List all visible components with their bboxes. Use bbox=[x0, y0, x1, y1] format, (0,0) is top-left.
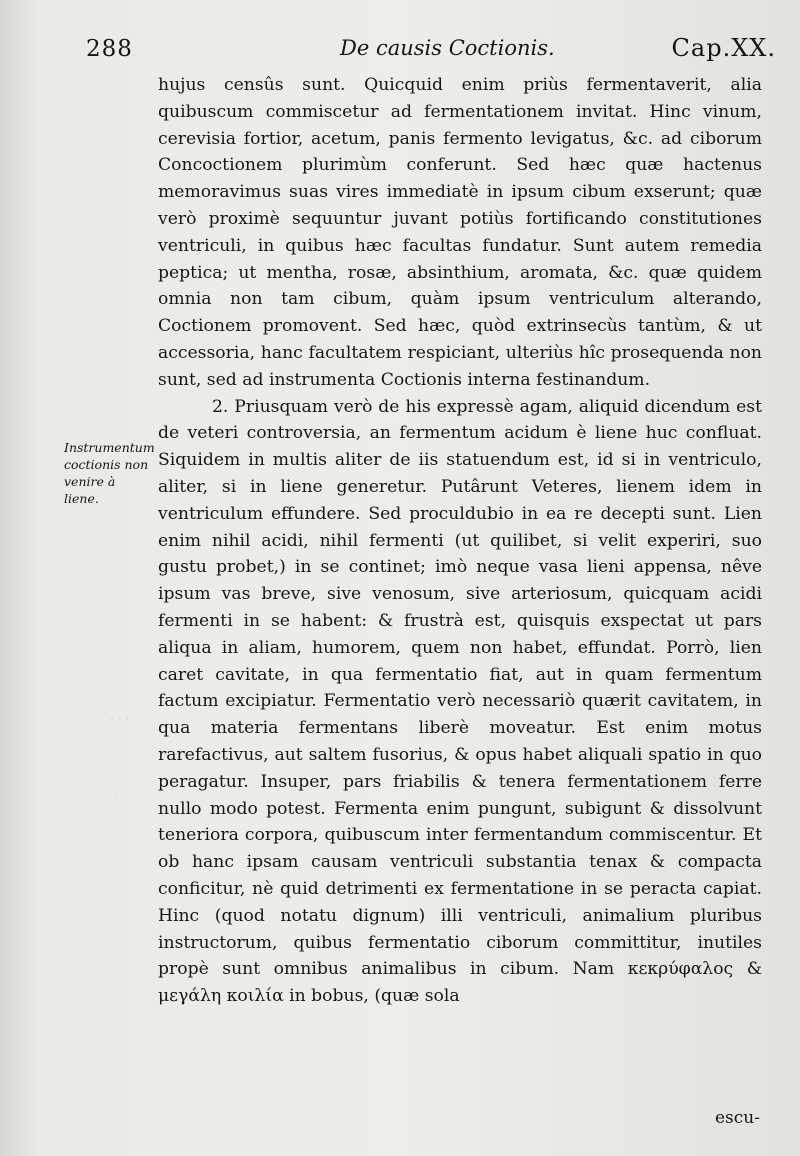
bleed-through-mark: · · · bbox=[100, 790, 120, 804]
paragraph: hujus censûs sunt. Quicquid enim priùs fermentaverit, alia quibuscum commiscetur ad fermentationem invitat. Hinc vinum, cerevisia fortior, acetum, panis fermento levigatus, &c. ad ciborum Concoctionem plurimùm conferunt. Sed hæc quæ hactenus memoravimus suas vires immediatè in ipsum cibum exserunt; quæ verò proximè sequuntur juvant potiùs fortificando constitutiones ventriculi, in quibus hæc facultas fundatur. Sunt autem remedia peptica; ut mentha, rosæ, absinthium, aromata, &c. quæ quidem omnia non tam cibum, quàm ipsum ventriculum alterando, Coctionem promovent. Sed hæc, quòd extrinsecùs tantùm, & ut accessoria, hanc facultatem respiciant, ulteriùs hîc prosequenda non sunt, sed ad instrumenta Coctionis interna festinandum. bbox=[158, 75, 762, 390]
body-text bbox=[158, 72, 762, 1010]
chapter-label: Cap.XX. bbox=[671, 34, 776, 62]
catchword: escu- bbox=[715, 1108, 760, 1128]
running-header bbox=[86, 30, 776, 70]
bleed-through-mark: · · · bbox=[110, 712, 130, 726]
marginal-note: Instrumentum coctionis non venire à liene. bbox=[64, 440, 155, 506]
paragraph: 2. Priusquam verò de his expressè agam, aliquid dicendum est de veteri controversia, an fermentum acidum è liene huc confluat. Siquidem in multis aliter de iis statuendum est, id si in ventriculo, aliter, si in liene generetur. Putârunt Veteres, lienem idem in ventriculum effundere. Sed proculdubio in ea re decepti sunt. Lien enim nihil acidi, nihil fermenti (ut quilibet, si velit experiri, suo gustu probet,) in se continet; imò neque vasa lieni appensa, nêve ipsum vas breve, sive venosum, sive arteriosum, quicquam acidi fermenti in se habent: & frustrà est, quisquis exspectat ut pars aliqua in aliam, humorem, quem non habet, effundat. Porrò, lien caret cavitate, in qua fermentatio fiat, aut in quam fermentum factum excipiatur. Fermentatio verò necessariò quærit cavitatem, in qua materia fermentans liberè moveatur. Est enim motus rarefactivus, aut saltem fusorius, & opus habet aliquali spatio in quo peragatur. Insuper, pars friabilis & tenera fermentationem ferre nullo modo potest. Fermenta enim pungunt, subigunt & dissolvunt teneriora corpora, quibuscum inter fermentandum commiscentur. Et ob hanc ipsam causam ventriculi substantia tenax & compacta conficitur, nè quid detrimenti ex fermentatione in se peracta capiat. Hinc (quod notatu dignum) illi ventriculi, animalium pluribus instructorum, quibus fermentatio ciborum committitur, inutiles propè sunt omnibus animalibus in cibum. Nam κεκρύφαλος & μεγάλη κοιλία in bobus, (quæ sola bbox=[158, 396, 762, 1007]
page-number: 288 bbox=[86, 36, 133, 62]
running-title: De causis Coctionis. bbox=[340, 36, 555, 60]
